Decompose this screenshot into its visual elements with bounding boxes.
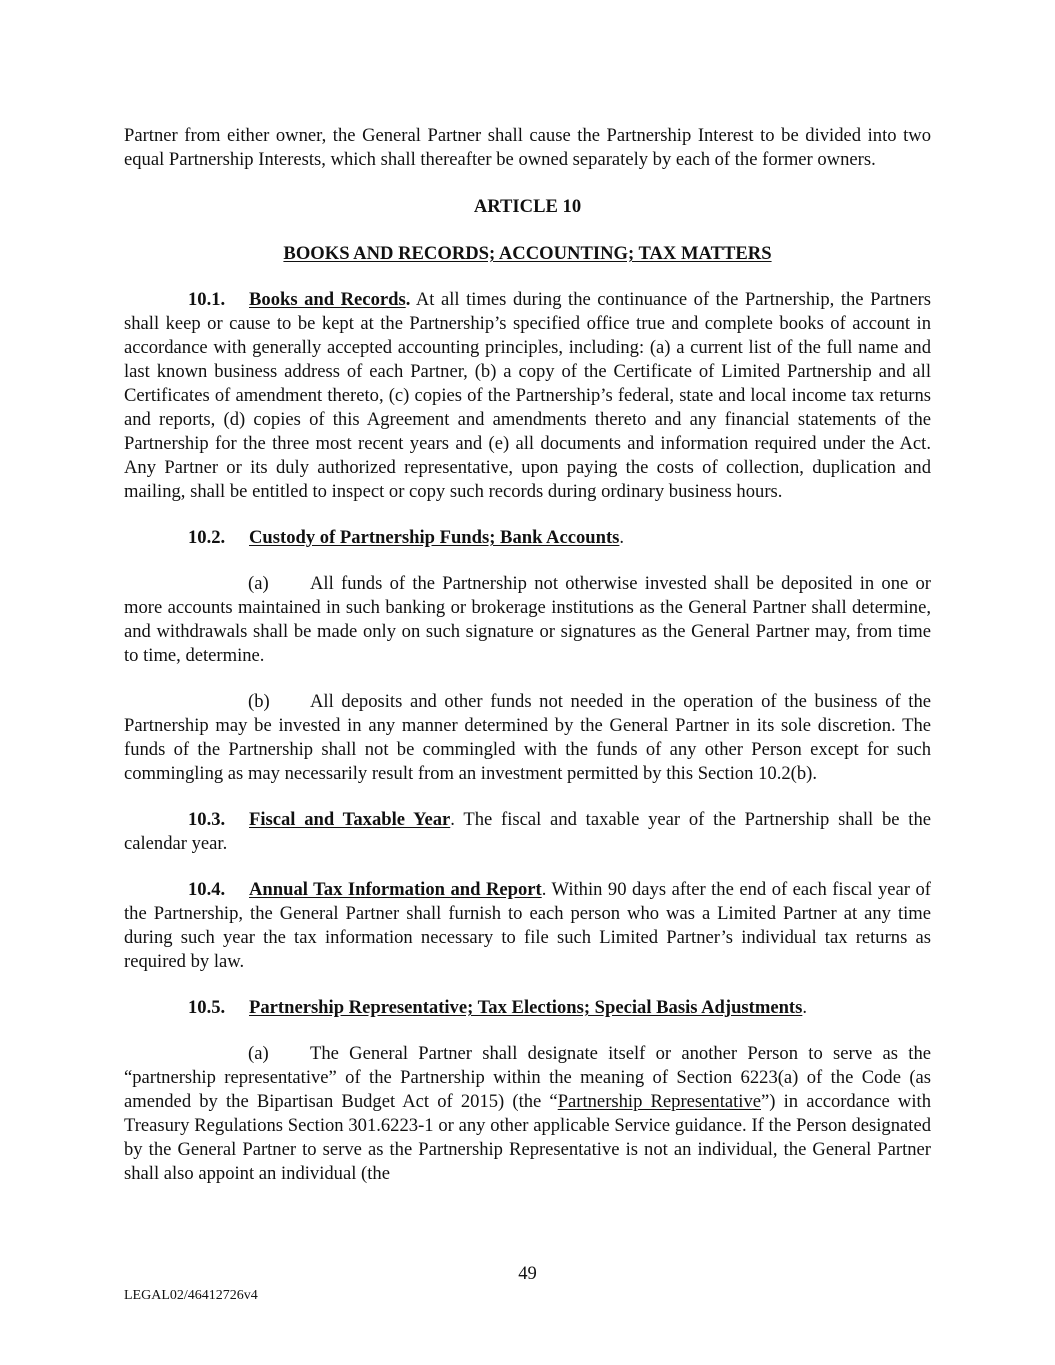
document-id: LEGAL02/46412726v4 xyxy=(124,1288,258,1303)
section-number: 10.4. xyxy=(188,879,226,900)
section-body: At all times during the continuance of the Partnership, the Partners shall keep or cause to be kept at the Partnership’s specified office true and complete books of account in accordance with generally accepted accounting principles, including: (a) a current list of the full name and last known business address of each Partner, (b) a copy of the Certificate of Limited Partnership and all Certificates of amendment thereto, (c) copies of the Partnership’s federal, state and local income tax returns and reports, (d) copies of this Agreement and amendments thereto and any financial statements of the Partnership for the three most recent years and (e) all documents and information required under the Act. Any Partner or its duly authorized representative, upon paying the costs of collection, duplication and mailing, shall be entitled to inspect or copy such records during ordinary business hours. xyxy=(124,289,931,502)
section-10-5-a xyxy=(124,1042,931,1186)
defined-term: Partnership Representative xyxy=(557,1091,761,1112)
section-title-punct: . xyxy=(619,527,625,548)
subsection-body-part-1: The General Partner shall designate itself or another Person to serve as the “partnership representative” of the Partnership within the meaning of Section 6223(a) of the Code (as amended by the Bipartisan Budget Act of 2015) (the “ xyxy=(124,1043,931,1112)
section-10-1 xyxy=(124,288,931,504)
article-heading: BOOKS AND RECORDS; ACCOUNTING; TAX MATTERS xyxy=(283,243,772,264)
section-10-4 xyxy=(124,878,931,974)
subsection-body: All deposits and other funds not needed in the operation of the business of the Partnership may be invested in any manner determined by the General Partner in its sole discretion. The funds of the Partnership shall not be commingled with the funds of any other Person except for such commingling as may necessarily result from an investment permitted by this Section 10.2(b). xyxy=(124,691,931,784)
section-title-punct: . xyxy=(802,997,808,1018)
section-number: 10.1. xyxy=(188,289,226,310)
intro-paragraph: Partner from either owner, the General Partner shall cause the Partnership Interest to be divided into two equal Partnership Interests, which shall thereafter be owned separately by each of the former owners. xyxy=(124,125,931,170)
section-number: 10.3. xyxy=(188,809,226,830)
subsection-label: (a) xyxy=(248,573,269,594)
section-title: Custody of Partnership Funds; Bank Accounts xyxy=(249,527,620,548)
subsection-body: All funds of the Partnership not otherwise invested shall be deposited in one or more accounts maintained in such banking or brokerage institutions as the General Partner shall determine, and withdrawals shall be made only on such signature or signatures as the General Partner may, from time to time, determine. xyxy=(124,573,931,666)
section-title-punct: . xyxy=(405,289,411,310)
section-title: Annual Tax Information and Report xyxy=(249,879,542,900)
section-10-2-heading xyxy=(124,526,931,550)
section-10-3 xyxy=(124,808,931,856)
subsection-label: (a) xyxy=(248,1043,269,1064)
section-10-2-b xyxy=(124,690,931,786)
section-10-5-heading xyxy=(124,996,931,1020)
section-number: 10.2. xyxy=(188,527,226,548)
section-10-2-a xyxy=(124,572,931,668)
page-number: 49 xyxy=(518,1263,537,1284)
section-body: . Within 90 days after the end of each fiscal year of the Partnership, the General Partner shall furnish to each person who was a Limited Partner at any time during such year the tax information necessary to file such Limited Partner’s individual tax returns as required by law. xyxy=(124,879,931,972)
section-title: Books and Records xyxy=(249,289,406,310)
section-number: 10.5. xyxy=(188,997,226,1018)
article-number: ARTICLE 10 xyxy=(473,196,582,217)
section-title: Partnership Representative; Tax Elections; Special Basis Adjustments xyxy=(249,997,803,1018)
section-title: Fiscal and Taxable Year xyxy=(249,809,451,830)
section-body: . The fiscal and taxable year of the Partnership shall be the calendar year. xyxy=(124,809,931,854)
page-content xyxy=(124,124,931,1186)
subsection-label: (b) xyxy=(248,691,270,712)
subsection-body-part-2: ”) in accordance with Treasury Regulations Section 301.6223-1 or any other applicable Service guidance. If the Person designated by the General Partner to serve as the Partnership Representative is not an individual, the General Partner shall also appoint an individual (the xyxy=(124,1091,931,1184)
